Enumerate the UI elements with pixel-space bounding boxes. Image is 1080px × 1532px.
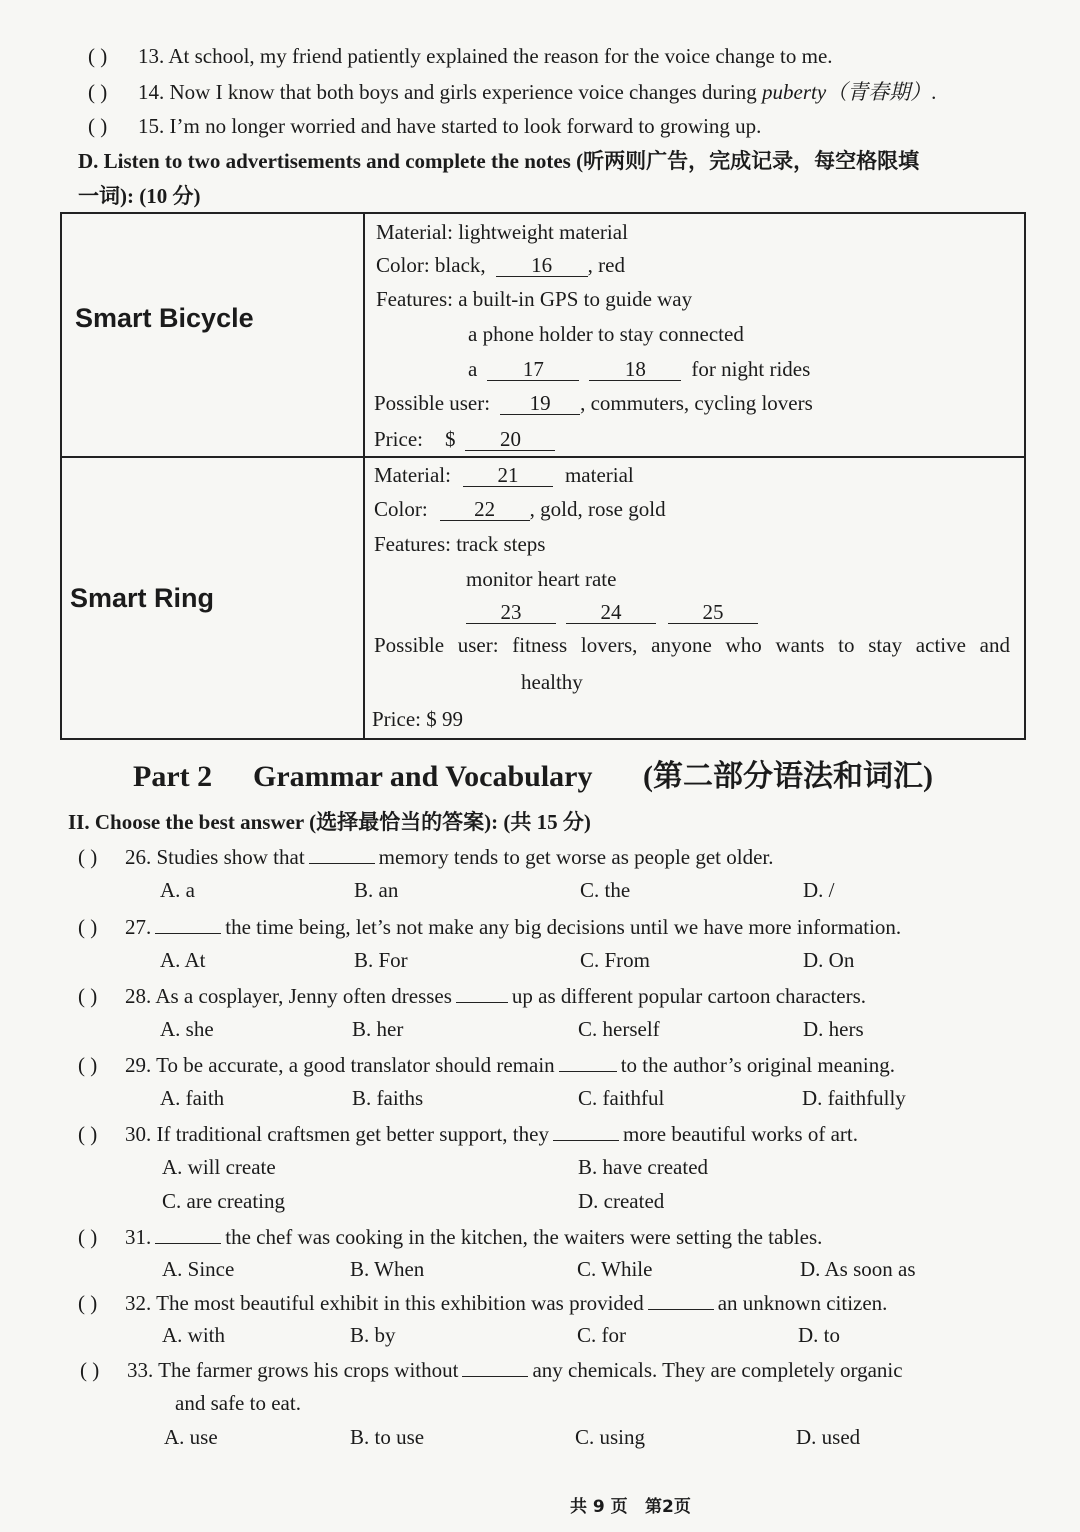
answer-bracket: ( ) bbox=[80, 1358, 100, 1382]
section-d-heading-line1: D. Listen to two advertisements and complete the notes (听两则广告，完成记录，每空格限填 bbox=[78, 149, 920, 173]
option-a: A. Since bbox=[162, 1257, 235, 1281]
bicycle-price-currency: $ bbox=[444, 427, 456, 451]
bicycle-user-prefix: Possible user: bbox=[374, 391, 491, 415]
question-stem-after: more beautiful works of art. bbox=[622, 1122, 858, 1146]
option-a: A. will create bbox=[162, 1155, 276, 1179]
bicycle-color-suffix: , red bbox=[587, 253, 625, 277]
item-text: 13. At school, my friend patiently explained the reason for the voice change to me. bbox=[138, 44, 833, 68]
product-name-bicycle: Smart Bicycle bbox=[75, 303, 254, 333]
item-text: 14. Now I know that both boys and girls experience voice changes during bbox=[138, 80, 763, 104]
bicycle-feature-3 bbox=[468, 356, 810, 382]
answer-blank bbox=[309, 843, 375, 864]
question-stem-after: the chef was cooking in the kitchen, the waiters were setting the tables. bbox=[225, 1225, 823, 1249]
table-row-divider bbox=[60, 456, 1026, 458]
ring-price: Price: $ 99 bbox=[372, 707, 463, 731]
item-15 bbox=[88, 113, 761, 139]
option-d: D. faithfully bbox=[802, 1086, 906, 1110]
option-c: C. the bbox=[580, 878, 631, 902]
table-column-divider bbox=[363, 212, 365, 740]
ring-features: Features: track steps bbox=[374, 532, 546, 556]
question-stem-after: memory tends to get worse as people get older. bbox=[378, 845, 774, 869]
ring-color-prefix: Color: bbox=[374, 497, 428, 521]
part-title: Grammar and Vocabulary bbox=[253, 760, 593, 793]
ring-color bbox=[374, 496, 666, 522]
blank-17: 17 bbox=[487, 358, 579, 381]
ring-material bbox=[374, 462, 634, 488]
question-29 bbox=[78, 1051, 895, 1078]
option-b: B. For bbox=[354, 948, 408, 972]
blank-19: 19 bbox=[500, 392, 580, 415]
option-c: C. for bbox=[577, 1323, 626, 1347]
blank-22: 22 bbox=[440, 498, 530, 521]
page-total: 共 9 页 bbox=[570, 1497, 628, 1517]
option-c: C. From bbox=[580, 948, 651, 972]
item-term: puberty（青春期） bbox=[762, 80, 932, 104]
answer-blank bbox=[155, 1223, 221, 1244]
bicycle-price-label: Price: bbox=[374, 427, 423, 451]
bicycle-color bbox=[376, 252, 625, 278]
question-number: 27. bbox=[125, 915, 152, 939]
option-a: A. with bbox=[162, 1323, 225, 1347]
question-stem-before: As a cosplayer, Jenny often dresses bbox=[155, 984, 452, 1008]
part-label: Part 2 bbox=[133, 760, 213, 793]
item-13 bbox=[88, 43, 833, 69]
question-stem-after: up as different popular cartoon characters. bbox=[511, 984, 867, 1008]
question-28 bbox=[78, 982, 866, 1009]
option-d: D. used bbox=[796, 1425, 861, 1449]
option-a: A. a bbox=[160, 878, 195, 902]
item-14 bbox=[88, 79, 936, 105]
option-d: D. hers bbox=[803, 1017, 864, 1041]
question-27 bbox=[78, 913, 901, 940]
option-b: B. by bbox=[350, 1323, 396, 1347]
answer-bracket: ( ) bbox=[78, 984, 98, 1008]
question-stem-after: an unknown citizen. bbox=[717, 1291, 888, 1315]
answer-bracket: ( ) bbox=[78, 845, 98, 869]
bicycle-user-suffix: , commuters, cycling lovers bbox=[580, 391, 813, 415]
product-name-ring: Smart Ring bbox=[70, 583, 215, 613]
question-number: 33. bbox=[127, 1358, 154, 1382]
question-30 bbox=[78, 1120, 858, 1147]
question-stem-after: the time being, let’s not make any big decisions until we have more information. bbox=[225, 915, 902, 939]
part-title-cn: (第二部分语法和词汇) bbox=[643, 760, 933, 793]
question-stem-after: any chemicals. They are completely organic bbox=[532, 1358, 903, 1382]
answer-bracket: ( ) bbox=[78, 1225, 98, 1249]
question-number: 26. bbox=[125, 845, 152, 869]
question-number: 28. bbox=[125, 984, 152, 1008]
question-stem-before: The farmer grows his crops without bbox=[158, 1358, 459, 1382]
answer-blank bbox=[559, 1051, 617, 1072]
answer-blank bbox=[648, 1289, 714, 1310]
bicycle-price bbox=[374, 426, 555, 452]
ring-user-line2: healthy bbox=[521, 670, 583, 694]
question-stem-before: The most beautiful exhibit in this exhibition was provided bbox=[156, 1291, 644, 1315]
item-end: . bbox=[931, 80, 937, 104]
ring-material-suffix: material bbox=[564, 463, 634, 487]
bicycle-color-prefix: Color: black, bbox=[376, 253, 486, 277]
blank-23: 23 bbox=[466, 601, 556, 624]
blank-21: 21 bbox=[463, 464, 553, 487]
question-stem-before: If traditional craftsmen get better support, they bbox=[156, 1122, 549, 1146]
option-a: A. faith bbox=[160, 1086, 225, 1110]
answer-bracket: ( ) bbox=[78, 1122, 98, 1146]
answer-blank bbox=[553, 1120, 619, 1141]
option-c: C. faithful bbox=[578, 1086, 665, 1110]
bicycle-features: Features: a built-in GPS to guide way bbox=[376, 287, 693, 311]
bicycle-feature-2: a phone holder to stay connected bbox=[468, 322, 744, 346]
option-a: A. At bbox=[160, 948, 206, 972]
answer-bracket: ( ) bbox=[88, 114, 108, 138]
option-a: A. use bbox=[164, 1425, 218, 1449]
question-number: 31. bbox=[125, 1225, 152, 1249]
option-d: D. created bbox=[578, 1189, 665, 1213]
ring-feature-blanks bbox=[466, 599, 758, 625]
answer-blank bbox=[155, 913, 221, 934]
bicycle-user bbox=[374, 390, 813, 416]
section-d-heading-line2: 一词): (10 分) bbox=[78, 184, 201, 208]
answer-bracket: ( ) bbox=[78, 915, 98, 939]
bicycle-feature-3-prefix: a bbox=[468, 357, 478, 381]
question-31 bbox=[78, 1223, 822, 1250]
option-d: D. to bbox=[798, 1323, 840, 1347]
option-b: B. her bbox=[352, 1017, 404, 1041]
option-b: B. When bbox=[350, 1257, 425, 1281]
option-c: C. using bbox=[575, 1425, 646, 1449]
page-number: 第2页 bbox=[645, 1497, 691, 1517]
question-stem-before: Studies show that bbox=[156, 845, 305, 869]
option-b: B. faiths bbox=[352, 1086, 424, 1110]
bicycle-feature-3-suffix: for night rides bbox=[691, 357, 811, 381]
answer-blank bbox=[456, 982, 508, 1003]
question-number: 32. bbox=[125, 1291, 152, 1315]
question-number: 29. bbox=[125, 1053, 152, 1077]
blank-16: 16 bbox=[496, 254, 588, 277]
ring-material-prefix: Material: bbox=[374, 463, 451, 487]
blank-20: 20 bbox=[465, 428, 555, 451]
blank-25: 25 bbox=[668, 601, 758, 624]
item-text: 15. I’m no longer worried and have started to look forward to growing up. bbox=[138, 114, 762, 138]
option-b: B. to use bbox=[350, 1425, 425, 1449]
ring-feature-2: monitor heart rate bbox=[466, 567, 617, 591]
question-32 bbox=[78, 1289, 887, 1316]
question-stem-after: to the author’s original meaning. bbox=[620, 1053, 895, 1077]
blank-24: 24 bbox=[566, 601, 656, 624]
question-26 bbox=[78, 843, 774, 870]
question-stem-before: To be accurate, a good translator should remain bbox=[156, 1053, 555, 1077]
option-d: D. / bbox=[803, 878, 835, 902]
answer-bracket: ( ) bbox=[78, 1053, 98, 1077]
option-c: C. herself bbox=[578, 1017, 660, 1041]
answer-bracket: ( ) bbox=[88, 80, 108, 104]
question-33-continuation: and safe to eat. bbox=[175, 1391, 301, 1415]
bicycle-material: Material: lightweight material bbox=[376, 220, 628, 244]
answer-bracket: ( ) bbox=[88, 44, 108, 68]
option-a: A. she bbox=[160, 1017, 214, 1041]
question-number: 30. bbox=[125, 1122, 152, 1146]
ring-color-suffix: , gold, rose gold bbox=[529, 497, 666, 521]
ring-user-line1: Possible user: fitness lovers, anyone who wants to stay active and bbox=[374, 633, 1010, 657]
option-b: B. have created bbox=[578, 1155, 709, 1179]
option-c: C. are creating bbox=[162, 1189, 286, 1213]
question-33 bbox=[80, 1356, 903, 1383]
option-d: D. On bbox=[803, 948, 855, 972]
option-c: C. While bbox=[577, 1257, 653, 1281]
option-b: B. an bbox=[354, 878, 399, 902]
option-d: D. As soon as bbox=[800, 1257, 916, 1281]
answer-blank bbox=[462, 1356, 528, 1377]
answer-bracket: ( ) bbox=[78, 1291, 98, 1315]
section-ii-heading: II. Choose the best answer (选择最恰当的答案): (共 15 分) bbox=[68, 810, 591, 834]
blank-18: 18 bbox=[589, 358, 681, 381]
